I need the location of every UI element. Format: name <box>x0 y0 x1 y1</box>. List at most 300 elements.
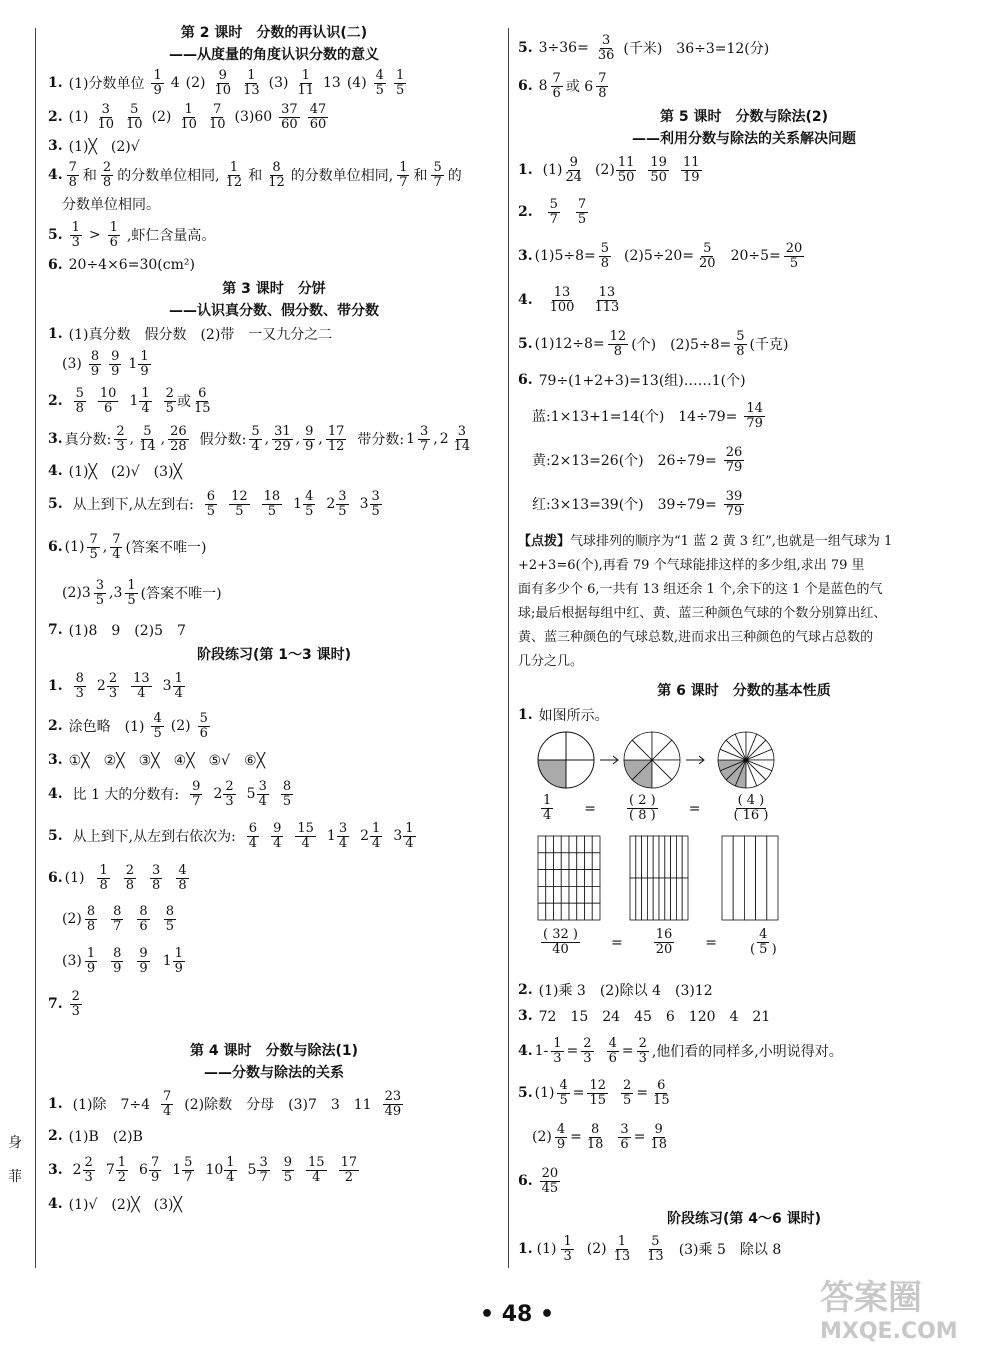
text: 20÷5= <box>730 248 781 264</box>
grid-cell <box>592 903 600 920</box>
item-number: 6. <box>518 372 533 388</box>
text: 几分之几。 <box>518 654 584 669</box>
grid-cell <box>756 836 767 920</box>
text: 1 <box>406 431 415 447</box>
text: (1)真分数 假分数 (2)带 一又九分之二 <box>68 327 333 343</box>
text: (1)分数单位 <box>68 76 145 92</box>
text: (1)╳ (2)√ (3)╳ <box>68 464 182 480</box>
text: > <box>88 227 101 243</box>
fraction: $\frac{12}{15}$ <box>589 1077 607 1108</box>
text: (2)3 <box>62 585 91 601</box>
grid-cell <box>592 886 600 903</box>
text: 13 <box>323 75 341 91</box>
text: (1)除 7÷4 <box>72 1097 151 1113</box>
answer-row <box>48 616 500 644</box>
grid-cell <box>538 853 546 870</box>
fraction: $\frac{20}{5}$ <box>785 240 803 271</box>
grid-cell <box>665 878 671 920</box>
answer-row: (3) 1 9 8 9 9 9 1 1 9 <box>62 945 183 976</box>
answer-row <box>48 570 500 616</box>
answer-row: 1. 8 3 2 2 3 13 4 3 1 4 <box>48 670 183 701</box>
fraction: 9 9 <box>111 348 120 379</box>
grid-cell <box>636 836 642 878</box>
fraction: 1 11 <box>297 67 314 98</box>
answer-row: (2) $\frac{4}{9}$ = $\frac{8}{18}$ $\frac{3}{6}$ = $\frac{9}{18}$ <box>532 1121 667 1152</box>
lesson-title: 第 4 课时 分数与除法(1) <box>189 1043 359 1059</box>
answer-row <box>518 1230 970 1268</box>
answer-row <box>48 322 500 346</box>
text: (1) <box>68 109 89 125</box>
answer-row <box>518 322 970 366</box>
fraction: 13 4 <box>133 670 150 701</box>
text: ①╳ ②╳ ③╳ ④╳ ⑤√ ⑥╳ <box>68 753 265 769</box>
fraction: 8 7 <box>113 903 122 934</box>
fraction: 18 5 <box>263 488 281 519</box>
item-number: 1. <box>518 707 533 723</box>
fraction: 3 5 <box>95 577 105 608</box>
fraction: 2 5 <box>165 385 174 416</box>
grid-cell <box>546 886 554 903</box>
text: (1) <box>542 162 563 178</box>
grid-cell <box>538 870 546 887</box>
fraction: $\frac{( 2 )}{( 8 )}$ <box>629 793 656 823</box>
answer-row <box>518 978 970 1002</box>
text: 和 <box>82 168 97 184</box>
grid-cell <box>659 836 665 878</box>
watermark-text: 答案圈 <box>820 1278 922 1318</box>
item-number: 4. <box>48 1196 63 1212</box>
grid-cell <box>554 903 562 920</box>
tip-box <box>518 530 970 674</box>
grid-cell <box>577 903 585 920</box>
text: 3÷36= <box>538 40 589 56</box>
text: (3)乘 5 除以 8 <box>678 1242 782 1258</box>
grid-cell <box>546 870 554 887</box>
circle-sixteenths <box>718 732 774 788</box>
fraction: 15 4 <box>297 820 314 851</box>
grid-cell <box>585 903 593 920</box>
answer-row: 3. 2 2 3 7 1 2 6 7 9 1 5 7 10 1 4 5 3 7 9 5 15 4 17 2 <box>48 1154 358 1185</box>
fraction: $\frac{14}{79}$ <box>746 400 763 431</box>
fraction: 10 6 <box>99 385 117 416</box>
fraction: 19 50 <box>650 154 667 185</box>
text: (个) (2)5÷8= <box>631 337 732 353</box>
fraction: 37 60 <box>281 101 298 132</box>
grid-cell <box>592 853 600 870</box>
fraction: 9 9 <box>139 945 148 976</box>
fraction: 1 9 <box>174 945 183 976</box>
answer-row: 6. (1) 7 5 , 7 4 (答案不唯一) <box>48 531 207 562</box>
fraction: 7 8 <box>68 159 77 190</box>
fraction: 1 3 <box>563 1233 572 1264</box>
answer-row <box>48 982 500 1026</box>
fraction: 2 8 <box>102 159 112 190</box>
grid-cell <box>585 870 593 887</box>
fraction: $\frac{6}{15}$ <box>653 1077 670 1108</box>
fraction: 47 60 <box>309 101 327 132</box>
answer-row <box>48 252 500 278</box>
item-number: 3. <box>48 431 63 447</box>
grid-cell <box>561 886 569 903</box>
fraction: $\frac{12}{8}$ <box>609 328 627 359</box>
text: 黄:2×13=26(个) 26÷79= <box>532 453 717 469</box>
grid-cell <box>642 836 648 878</box>
grid-cell <box>659 878 665 920</box>
item-number: 6. <box>48 257 63 273</box>
fraction: 4 5 <box>153 710 162 741</box>
answer-row <box>48 898 500 940</box>
fraction: 2 3 <box>71 988 80 1019</box>
lesson-title: 第 2 课时 分数的再认识(二) <box>180 25 368 41</box>
fraction: 1 4 <box>174 670 183 701</box>
sidebar-char: 菲 <box>8 1169 22 1185</box>
fraction: 3 10 <box>97 101 115 132</box>
grid-cell <box>569 886 577 903</box>
fraction: 31 29 <box>274 423 291 454</box>
text: +2+3=6(个),再看 79 个气球能排这样的多少组,求出 79 里 <box>518 558 865 573</box>
fraction: 15 4 <box>308 1154 325 1185</box>
fraction: 7 5 <box>89 531 98 562</box>
fraction: 5 7 <box>549 196 558 227</box>
fraction: 2 3 <box>108 670 118 701</box>
fraction: $\frac{8}{18}$ <box>586 1121 604 1152</box>
answer-row <box>48 746 500 774</box>
grid-cell <box>665 836 671 878</box>
page-number: • 48 • <box>480 1302 555 1327</box>
fraction: 5 4 <box>251 423 260 454</box>
item-number: 5. <box>48 828 63 844</box>
fraction: 8 6 <box>139 903 148 934</box>
grid-cell <box>630 836 636 878</box>
fraction: 7 8 <box>598 70 607 101</box>
fraction: 5 10 <box>126 101 143 132</box>
answer-row <box>518 366 970 394</box>
item-number: 5. <box>48 227 63 243</box>
lesson-subtitle: ——从度量的角度认识分数的意义 <box>169 47 379 63</box>
item-number: 6. <box>48 870 63 886</box>
text: (2) <box>185 75 206 91</box>
fraction: 7 9 <box>150 1154 160 1185</box>
answer-row <box>48 458 500 484</box>
grid-cell <box>561 870 569 887</box>
watermark-text: MXQE.COM <box>820 1319 958 1344</box>
arrow-icon <box>600 756 618 764</box>
text: ,虾仁含量高。 <box>126 228 216 244</box>
fraction: 1 9 <box>86 945 96 976</box>
grid-cell <box>554 836 562 853</box>
fraction: 7 4 <box>112 531 121 562</box>
text: (2) <box>595 162 615 178</box>
answer-row <box>518 150 970 190</box>
watermark <box>820 1278 985 1358</box>
text: (答案不唯一) <box>140 586 222 602</box>
answer-row <box>48 382 500 420</box>
text: 或 6 <box>565 79 594 95</box>
equals-sign: = <box>688 800 701 817</box>
fraction: 1 13 <box>243 67 260 98</box>
text: 1- <box>534 1043 549 1059</box>
grid-40 <box>538 836 600 920</box>
fraction: 1 4 <box>405 820 414 851</box>
equation-row <box>540 928 780 957</box>
grid-cell <box>676 836 682 878</box>
fraction: 7 10 <box>208 101 226 132</box>
grid-cell <box>546 853 554 870</box>
answer-row <box>518 278 970 322</box>
text: (1) <box>64 539 85 555</box>
fraction: 8 3 <box>75 670 84 701</box>
fraction: $\frac{3}{6}$ <box>620 1121 629 1152</box>
text: (1)乘 3 (2)除以 4 (3)12 <box>538 983 713 999</box>
fraction: 3 14 <box>453 423 471 454</box>
text: 分数单位相同。 <box>62 197 160 213</box>
text: 72 15 24 45 6 120 4 21 <box>538 1009 771 1025</box>
lesson-title: 第 6 课时 分数的基本性质 <box>657 683 831 699</box>
grid-cell <box>569 836 577 853</box>
grid-cell <box>642 878 648 920</box>
text: 4 <box>170 75 180 91</box>
text: 1 <box>128 356 138 372</box>
text: (千米) 36÷3=12(分) <box>623 41 770 57</box>
fraction: 7 6 <box>552 70 561 101</box>
text: (3) <box>62 953 82 969</box>
text: (1)╳ (2)√ <box>68 139 140 155</box>
fraction: 1 8 <box>99 862 108 893</box>
text: (1) <box>534 1085 555 1101</box>
fraction: 17 2 <box>340 1154 358 1185</box>
answer-row <box>518 30 970 66</box>
section-title: 阶段练习(第 4～6 课时) <box>666 1211 822 1227</box>
fraction: 5 6 <box>199 710 208 741</box>
fraction: 4 5 <box>375 67 384 98</box>
section-title: 阶段练习(第 1～3 课时) <box>196 647 352 663</box>
fraction: $\frac{( 32 )}{40}$ <box>543 927 578 957</box>
fraction: 2 8 <box>125 862 135 893</box>
grid-cell <box>538 886 546 903</box>
item-number: 1. <box>48 678 63 694</box>
fraction: 6 4 <box>248 820 258 851</box>
grid-cell <box>585 853 593 870</box>
grid-cell <box>676 878 682 920</box>
fraction: 8 5 <box>165 903 174 934</box>
grid-cell <box>636 878 642 920</box>
fraction: $\frac{( 4 )}{( 16 )}$ <box>733 793 769 823</box>
answer-row <box>48 346 500 382</box>
lesson-subtitle: ——认识真分数、假分数、带分数 <box>169 303 379 319</box>
item-number: 2. <box>518 204 533 220</box>
text: 如图所示。 <box>538 708 609 724</box>
fraction: 26 28 <box>170 423 187 454</box>
text: (2)5÷20= <box>624 248 695 264</box>
fraction: 3 5 <box>371 488 380 519</box>
item-number: 4. <box>518 1043 533 1059</box>
grid-cell <box>592 836 600 853</box>
item-number: 4. <box>48 463 63 479</box>
grid-cell <box>538 836 546 853</box>
grid-cell <box>554 853 562 870</box>
fraction: 6 15 <box>193 385 211 416</box>
grid-cell <box>561 836 569 853</box>
fraction: 1 10 <box>180 101 197 132</box>
text: 79÷(1+2+3)=13(组)……1(个) <box>538 373 746 389</box>
answer-row: 6. 8 7 6 或 6 7 8 <box>518 70 607 101</box>
text: 假分数: <box>199 432 247 448</box>
text: 红:3×13=39(个) 39÷79= <box>532 497 717 513</box>
text: (2) <box>586 1241 607 1257</box>
item-number: 6. <box>518 78 533 94</box>
circle-eighths <box>624 732 680 788</box>
item-number: 2. <box>48 393 63 409</box>
fraction: $\frac{5}{20}$ <box>699 240 716 271</box>
sidebar-char: 身 <box>8 1135 22 1151</box>
circles-svg <box>518 728 808 848</box>
text: (千克) <box>749 337 789 353</box>
answer-row <box>48 1084 500 1124</box>
left-column <box>48 22 500 1216</box>
answer-row <box>48 66 500 100</box>
answer-row <box>48 100 500 134</box>
text: 的分数单位相同, <box>117 168 220 184</box>
text: 球;最后根据每组中红、黄、蓝三种颜色气球的个数分别算出红、 <box>518 606 887 621</box>
fraction: 3 4 <box>258 778 267 809</box>
fraction: $\frac{4}{9}$ <box>556 1121 566 1152</box>
fraction: 5 13 <box>647 1233 664 1264</box>
equals-sign: = <box>584 800 597 817</box>
item-number: 3. <box>48 138 63 154</box>
answer-row: 5. (1) $\frac{4}{5}$ = $\frac{12}{15}$ $\frac{2}{5}$ = $\frac{6}{15}$ <box>518 1077 670 1108</box>
item-number: 4. <box>48 167 63 183</box>
text: (答案不唯一) <box>125 540 207 556</box>
text: 的 <box>447 168 462 184</box>
equals-sign: = <box>705 934 717 951</box>
fraction: 9 9 <box>305 423 314 454</box>
text: 真分数: <box>64 432 112 448</box>
equals-sign: = <box>610 934 623 951</box>
answer-row <box>48 1192 500 1216</box>
grid-cell <box>653 878 659 920</box>
fraction: 4 8 <box>178 862 187 893</box>
text: (2) <box>62 911 82 927</box>
margin-line <box>35 28 36 1268</box>
fraction: $\frac{4}{6}$ <box>608 1035 617 1066</box>
text: 涂色略 (1) <box>68 719 145 735</box>
answer-row: 4. 比 1 大的分数有: 9 7 2 2 3 5 3 4 8 5 <box>48 778 292 809</box>
answer-row <box>48 706 500 746</box>
grid-cell <box>569 870 577 887</box>
grid-cell <box>653 836 659 878</box>
grid-cell <box>682 878 688 920</box>
fraction: 5 8 <box>75 385 84 416</box>
text: (3) <box>62 356 82 372</box>
answer-row <box>48 1124 500 1148</box>
fraction: $\frac{5}{8}$ <box>600 240 610 271</box>
item-number: 1. <box>48 326 63 342</box>
item-number: 1. <box>48 1096 63 1112</box>
text: 黄、蓝三种颜色的气球总数,进而求出三种颜色的气球占总数的 <box>518 630 874 645</box>
lesson-subtitle: ——利用分数与除法的关系解决问题 <box>632 131 856 147</box>
fraction: 1 4 <box>372 820 381 851</box>
text: 面有多少个 6,一共有 13 组还余 1 个,余下的这 1 个是蓝色的气 <box>518 582 883 597</box>
fraction: 9 10 <box>214 67 232 98</box>
text: (1)12÷8= <box>534 336 605 352</box>
answer-row <box>48 134 500 158</box>
grid-cell <box>733 836 744 920</box>
grid-cell <box>569 903 577 920</box>
grid-cell <box>630 878 636 920</box>
item-number: 2. <box>48 718 63 734</box>
fraction: 8 12 <box>268 159 285 190</box>
text: (1)B (2)B <box>68 1129 143 1145</box>
fraction: 1 12 <box>225 159 243 190</box>
text: (1) <box>536 1241 557 1257</box>
item-number: 1. <box>518 1241 533 1257</box>
fraction: $\frac{16}{20}$ <box>655 927 673 957</box>
fraction: 2 3 <box>116 423 125 454</box>
text: 从上到下,从左到右依次为: <box>72 829 236 845</box>
grids-svg <box>518 834 808 924</box>
circle-quarters <box>538 732 594 788</box>
item-number: 3. <box>48 752 63 768</box>
fraction: 6 5 <box>206 488 216 519</box>
item-number: 5. <box>518 336 533 352</box>
fraction: 1 13 <box>613 1233 631 1264</box>
fraction: 8 8 <box>86 903 96 934</box>
fraction: 11 19 <box>682 154 700 185</box>
text: (1)5÷8= <box>534 248 596 264</box>
text: (2) <box>151 109 172 125</box>
lesson-title: 第 3 课时 分饼 <box>222 281 326 297</box>
text: (2) <box>532 1129 552 1145</box>
grid-cell <box>722 836 733 920</box>
grid-cell <box>585 886 593 903</box>
text: ,他们看的同样多,小明说得对。 <box>651 1044 843 1060</box>
grid-cell <box>671 878 677 920</box>
item-number: 2. <box>48 1128 63 1144</box>
item-number: 2. <box>48 109 63 125</box>
fraction: $\frac{5}{8}$ <box>736 328 745 359</box>
answer-row <box>518 702 970 728</box>
answer-row <box>518 1002 970 1030</box>
fraction: 8 9 <box>90 348 100 379</box>
lesson-title: 第 5 课时 分数与除法(2) <box>659 109 829 125</box>
grid-cell <box>569 853 577 870</box>
answer-row <box>518 438 970 482</box>
fraction: 1 2 <box>117 1154 127 1185</box>
fraction: $\frac{3}{36}$ <box>597 32 615 63</box>
fraction: $\frac{26}{79}$ <box>725 444 743 475</box>
grid-cell <box>744 836 755 920</box>
fraction: 9 4 <box>273 820 282 851</box>
item-number: 1. <box>48 75 63 91</box>
text: (3) <box>268 75 289 91</box>
item-number: 7. <box>48 622 63 638</box>
fraction: $\frac{2}{5}$ <box>623 1077 632 1108</box>
fraction: $\frac{1}{3}$ <box>553 1035 562 1066</box>
grid-cell <box>767 836 778 920</box>
answer-row <box>518 1160 970 1202</box>
fraction: 3 5 <box>338 488 347 519</box>
fraction: 7 5 <box>577 196 587 227</box>
fraction: 5 7 <box>433 159 442 190</box>
item-number: 5. <box>48 496 63 512</box>
item-number: 4. <box>48 786 63 802</box>
arrow-icon <box>686 756 704 764</box>
fraction: $\frac{2}{3}$ <box>638 1035 647 1066</box>
text: (1)8 9 (2)5 7 <box>68 623 186 639</box>
grid-cell <box>647 878 653 920</box>
fraction: 17 12 <box>327 423 345 454</box>
item-number: 1. <box>518 162 533 178</box>
